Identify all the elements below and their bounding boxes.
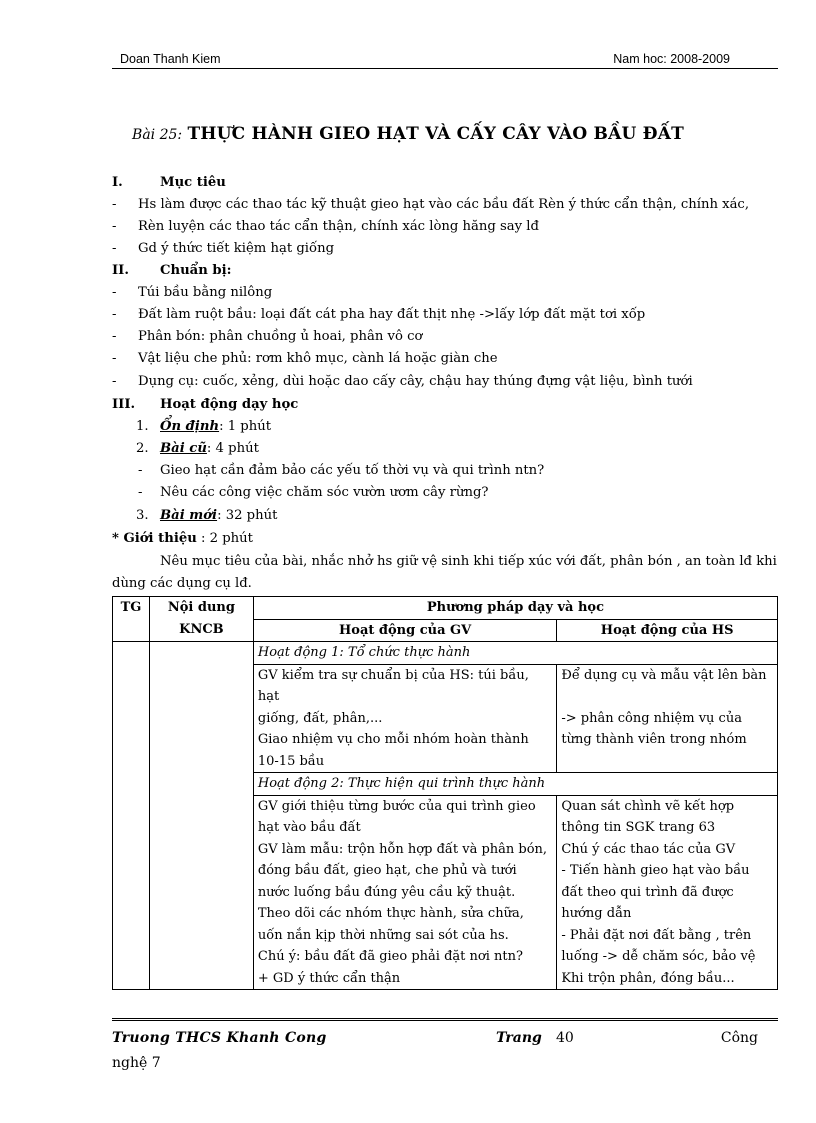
header-hs: Hoạt động của HS	[557, 619, 778, 642]
step-number: 3.	[136, 508, 149, 523]
table-row	[113, 642, 778, 665]
list-item-text: Túi bầu bằng nilông	[138, 285, 273, 300]
cell-line: GV giới thiệu từng bước của qui trình gieo	[257, 798, 536, 814]
list-item-text: Phân bón: phân chuồng ủ hoai, phân vô cơ	[138, 329, 423, 344]
question-text: Nêu các công việc chăm sóc vườn ươm cây rừng?	[160, 485, 489, 500]
step-number: 2.	[136, 441, 149, 456]
cell-line: Chú ý: bầu đất đã gieo phải đặt nơi ntn?	[257, 949, 523, 964]
cell-line: GV kiểm tra sự chuẩn bị của HS: túi bầu, hạt	[257, 667, 529, 704]
footer-school: Truong THCS Khanh Cong	[112, 1030, 327, 1046]
header-content-line1: Nội dung	[167, 600, 235, 615]
cell-line: nước luống bầu đúng yêu cầu kỹ thuật.	[257, 884, 516, 900]
header-content-line2: KNCB	[179, 621, 224, 637]
cell-line: - Phải đặt nơi đất bằng , trên	[561, 927, 752, 943]
list-item-text: Gd ý thức tiết kiệm hạt giống	[138, 241, 335, 256]
cell-tg	[113, 642, 150, 990]
lesson-activity-table	[112, 596, 778, 990]
cell-line: Theo dõi các nhóm thực hành, sửa chữa,	[257, 906, 524, 921]
cell-line: từng thành viên trong nhóm	[561, 732, 747, 747]
cell-line: Giao nhiệm vụ cho mỗi nhóm hoàn thành	[257, 732, 529, 747]
cell-line: 10-15 bầu	[257, 753, 325, 769]
intro-paragraph-line2: dùng các dụng cụ lđ.	[112, 576, 252, 591]
cell-line: hướng dẫn	[561, 906, 632, 921]
activity-2-gv	[253, 795, 556, 990]
list-item-text: Dụng cụ: cuốc, xẻng, dùi hoặc dao cấy cây, chậu hay thúng đựng vật liệu, bình tưới	[138, 374, 693, 389]
section-number: III.	[112, 397, 136, 412]
cell-line: Chú ý các thao tác của GV	[561, 841, 736, 857]
list-item-text: Vật liệu che phủ: rơm khô mục, cành lá hoặc giàn che	[138, 351, 498, 366]
intro-paragraph-line1: Nêu mục tiêu của bài, nhắc nhở hs giữ vệ sinh khi tiếp xúc với đất, phân bón , an toàn lđ khi	[160, 554, 777, 569]
cell-line: Quan sát chình vẽ kết hợp	[561, 798, 735, 814]
list-item-text: Rèn luyện các thao tác cẩn thận, chính xác lòng hăng say lđ	[138, 219, 539, 234]
step-duration: : 1 phút	[219, 419, 272, 434]
section-number: II.	[112, 263, 129, 278]
cell-line: đóng bầu đất, gieo hạt, che phủ và tưới	[257, 863, 517, 878]
step-label: Ổn định	[160, 419, 220, 434]
cell-line: Để dụng cụ và mẫu vật lên bàn	[561, 667, 767, 683]
cell-line: Khi trộn phân, đóng bầu...	[561, 970, 735, 986]
step-number: 1.	[136, 419, 149, 434]
header-school-year: Nam hoc: 2008-2009	[613, 52, 730, 66]
lesson-title	[0, 124, 816, 144]
cell-line: - Tiến hành gieo hạt vào bầu	[561, 863, 750, 878]
footer-page-label: Trang	[496, 1030, 542, 1046]
step-label: Bài cũ	[160, 441, 207, 456]
cell-line: hạt vào bầu đất	[257, 820, 361, 835]
section-title: Hoạt động dạy học	[160, 397, 299, 412]
cell-content	[149, 642, 253, 990]
activity-2-hs	[557, 795, 778, 990]
intro-duration: : 2 phút	[196, 531, 253, 546]
lesson-number: Bài 25:	[132, 127, 183, 143]
intro-label: * Giới thiệu	[112, 531, 197, 546]
document-page: Doan Thanh Kiem Nam hoc: 2008-2009 Bài 25: THỰC HÀNH GIEO HẠT VÀ CẤY CÂY VÀO BẦU ĐẤT I. Mục tiêu - Hs làm được các thao tác kỹ thuật gieo hạt vào các bầu đất Rèn ý thức cẩn thận, chính xác, - Rèn luyện các thao tác cẩn thận, chính xác lòng hăng say lđ - Gd ý thức tiết kiệm hạt giống II. Chuẩn bị: - Túi bầu bằng nilông - Đất làm ruột bầu: loại đất cát pha hay đất thịt nhẹ ->lấy lớp đất mặt tơi xốp - Phân bón: phân chuồng ủ hoai, phân vô cơ - Vật liệu che phủ: rơm khô mục, cành lá hoặc giàn che - Dụng cụ: cuốc, xẻng, dùi hoặc dao cấy cây, chậu hay thúng đựng vật liệu, bình tưới III. Hoạt động dạy học 1. Ổn định: 1 phút 2. Bài cũ: 4 phút - Gieo hạt cần đảm bảo các yếu tố thời vụ và qui trình ntn? - Nêu các công việc chăm sóc vườn ươm cây rừng? 3. Bài mới: 32 phút * Giới thiệu : 2 phút Nêu mục tiêu của bài, nhắc nhở hs giữ vệ sinh khi tiếp xúc với đất, phân bón , an toàn lđ khi dùng các dụng cụ lđ. TG Nội dung KNCB Phương pháp dạy và học Hoạt động của GV Hoạt động của HS Hoạt động 1: Tổ chức thực hành GV kiểm tra sự chuẩn bị của HS: túi bầu, hạt giống, đất, phân,... Giao nhiệm vụ cho mỗi nhóm hoàn thành 10-15 bầu Để dụng cụ và mẫu vật lên bàn -> phân công nhiệm vụ của từng thành viên trong nhóm Hoạt động 2: Thực hiện qui trình thực hành GV giới thiệu từng bước của qui trình gieo hạt vào bầu đất GV làm mẫu: trộn hỗn hợp đất và phân bón, đóng bầu đất, gieo hạt, che phủ và tưới nước luống bầu đúng yêu cầu kỹ thuật. Theo dõi các nhóm thực hành, sửa chữa, uốn nắn kịp thời những sai sót của hs. Chú ý: bầu đất đã gieo phải đặt nơi ntn? + GD ý thức cẩn thận Quan sát chình vẽ kết hợp thông tin SGK trang 63 Chú ý các thao tác của GV - Tiến hành gieo hạt vào bầu đất theo qui trình đã được hướng dẫn - Phải đặt nơi đất bằng , trên luống -> dễ chăm sóc, bảo vệ Khi trộn phân, đóng bầu... Truong THCS Khanh Cong Trang 40 Công nghệ 7	[0, 0, 816, 1123]
activity-1-hs	[557, 664, 778, 773]
activity-2-title: Hoạt động 2: Thực hiện qui trình thực hành	[253, 773, 777, 796]
header-gv: Hoạt động của GV	[253, 619, 556, 642]
table-header-row	[113, 597, 778, 620]
cell-line: GV làm mẫu: trộn hỗn hợp đất và phân bón,	[257, 841, 548, 857]
cell-line: -> phân công nhiệm vụ của	[561, 710, 742, 726]
step-label: Bài mới	[160, 508, 218, 523]
cell-line: đất theo qui trình đã được	[561, 884, 734, 900]
section-title: Mục tiêu	[160, 175, 226, 190]
step-duration: : 4 phút	[206, 441, 259, 456]
cell-line	[561, 686, 773, 708]
footer-subject-part2: nghệ 7	[112, 1055, 161, 1071]
header-author: Doan Thanh Kiem	[120, 52, 221, 66]
lesson-title-text: THỰC HÀNH GIEO HẠT VÀ CẤY CÂY VÀO BẦU ĐẤT	[187, 124, 684, 144]
footer-page-number: 40	[556, 1030, 574, 1046]
footer-rule	[112, 1018, 778, 1021]
header-method: Phương pháp dạy và học	[253, 597, 777, 620]
cell-line: giống, đất, phân,...	[257, 710, 383, 726]
cell-line: luống -> dễ chăm sóc, bảo vệ	[561, 949, 756, 964]
question-text: Gieo hạt cần đảm bảo các yếu tố thời vụ và qui trình ntn?	[160, 463, 545, 478]
section-number: I.	[112, 175, 123, 190]
header-content	[149, 597, 253, 642]
cell-line: uốn nắn kịp thời những sai sót của hs.	[257, 927, 509, 943]
activity-1-title: Hoạt động 1: Tổ chức thực hành	[253, 642, 777, 665]
cell-line: + GD ý thức cẩn thận	[257, 970, 401, 986]
header-rule	[112, 68, 778, 69]
list-item-text: Đất làm ruột bầu: loại đất cát pha hay đất thịt nhẹ ->lấy lớp đất mặt tơi xốp	[138, 307, 646, 322]
header-tg: TG	[113, 597, 150, 642]
intro-line	[112, 530, 792, 548]
activity-1-gv	[253, 664, 556, 773]
footer-subject-part1: Công	[720, 1030, 758, 1046]
section-title: Chuẩn bị:	[160, 263, 232, 278]
list-item-text: Hs làm được các thao tác kỹ thuật gieo hạt vào các bầu đất Rèn ý thức cẩn thận, chính xác,	[138, 197, 750, 212]
step-duration: : 32 phút	[217, 508, 278, 523]
cell-line: thông tin SGK trang 63	[561, 820, 716, 835]
